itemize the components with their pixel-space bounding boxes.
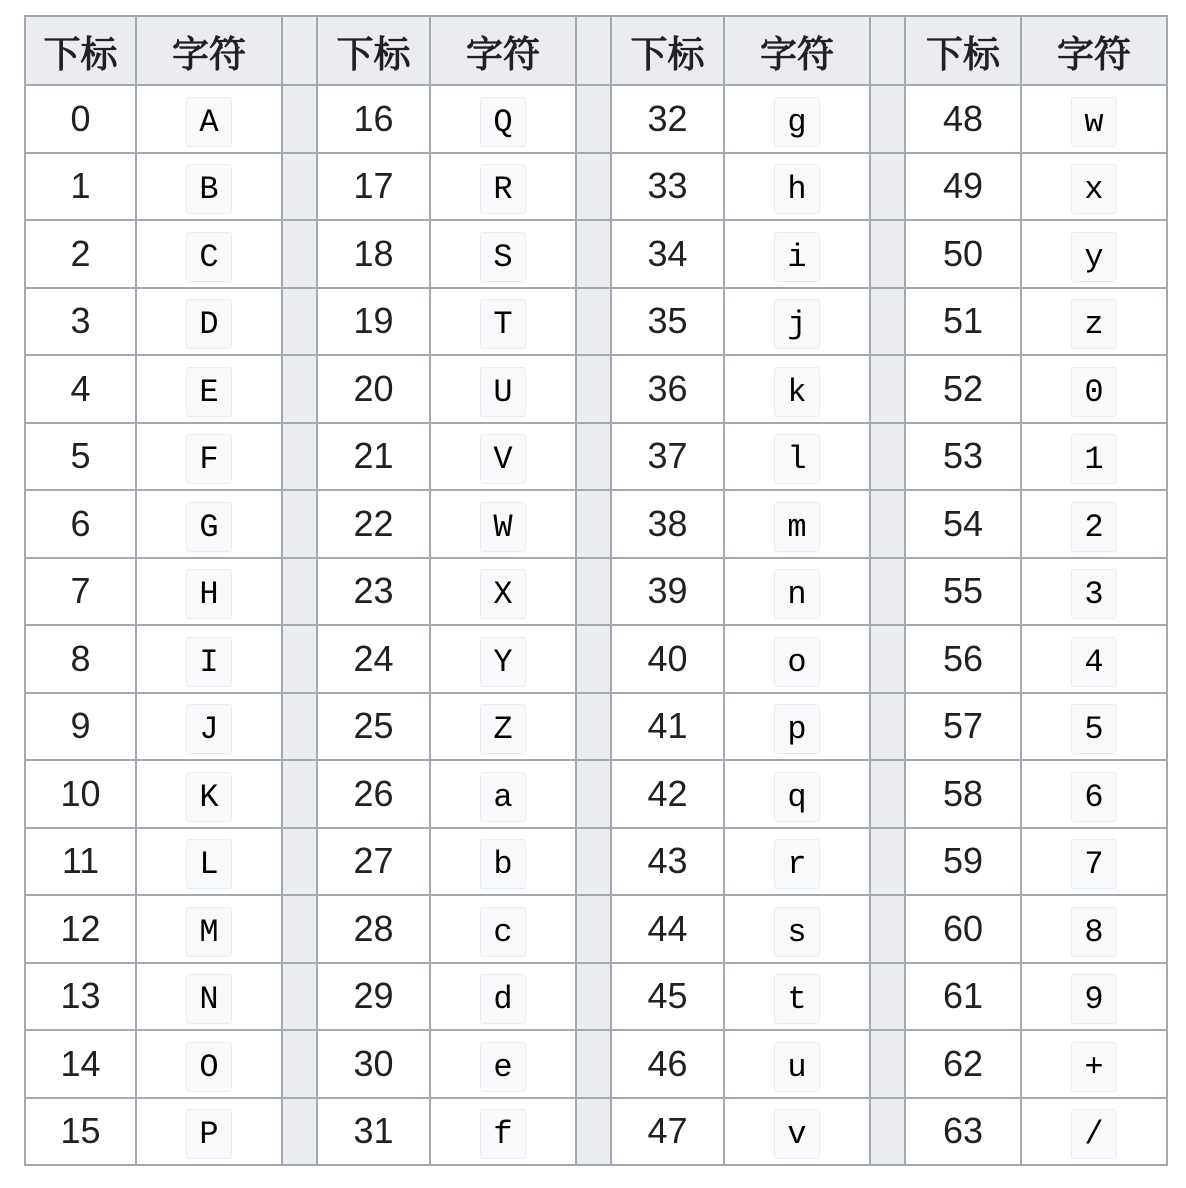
char-cell xyxy=(1021,963,1167,1031)
char-code: N xyxy=(186,974,232,1024)
column-separator xyxy=(870,1030,905,1098)
column-separator xyxy=(870,828,905,896)
char-code: 1 xyxy=(1071,434,1117,484)
char-code: p xyxy=(774,704,820,754)
char-code: K xyxy=(186,772,232,822)
index-cell: 33 xyxy=(611,153,724,221)
char-cell xyxy=(724,625,870,693)
index-cell: 58 xyxy=(905,760,1021,828)
table-row xyxy=(25,1098,1167,1166)
char-code: f xyxy=(480,1109,526,1159)
header-row xyxy=(25,16,1167,85)
column-separator xyxy=(870,85,905,153)
column-separator xyxy=(576,558,611,626)
char-cell xyxy=(724,1030,870,1098)
char-cell xyxy=(136,828,282,896)
index-cell: 23 xyxy=(317,558,430,626)
index-cell: 44 xyxy=(611,895,724,963)
index-cell: 42 xyxy=(611,760,724,828)
char-cell xyxy=(136,423,282,491)
char-cell xyxy=(724,490,870,558)
index-cell: 37 xyxy=(611,423,724,491)
column-separator xyxy=(576,355,611,423)
column-separator xyxy=(282,85,317,153)
column-separator xyxy=(576,1030,611,1098)
char-code: S xyxy=(480,232,526,282)
char-cell xyxy=(136,355,282,423)
table-row xyxy=(25,558,1167,626)
char-code: O xyxy=(186,1042,232,1092)
char-code: n xyxy=(774,569,820,619)
char-code: F xyxy=(186,434,232,484)
column-separator xyxy=(282,220,317,288)
table-row xyxy=(25,490,1167,558)
char-code: W xyxy=(480,502,526,552)
char-cell xyxy=(1021,1098,1167,1166)
char-cell xyxy=(136,1030,282,1098)
char-code: V xyxy=(480,434,526,484)
index-cell: 25 xyxy=(317,693,430,761)
index-cell: 48 xyxy=(905,85,1021,153)
char-cell xyxy=(1021,760,1167,828)
char-code: o xyxy=(774,637,820,687)
char-code: + xyxy=(1071,1042,1117,1092)
column-separator xyxy=(576,423,611,491)
char-cell xyxy=(724,423,870,491)
index-cell: 29 xyxy=(317,963,430,1031)
column-separator xyxy=(576,760,611,828)
index-cell: 9 xyxy=(25,693,136,761)
char-code: / xyxy=(1071,1109,1117,1159)
index-cell: 53 xyxy=(905,423,1021,491)
char-cell xyxy=(136,693,282,761)
table-row xyxy=(25,355,1167,423)
char-code: X xyxy=(480,569,526,619)
char-cell xyxy=(1021,153,1167,221)
char-code: j xyxy=(774,299,820,349)
char-code: U xyxy=(480,367,526,417)
index-cell: 17 xyxy=(317,153,430,221)
char-code: H xyxy=(186,569,232,619)
table-row xyxy=(25,963,1167,1031)
index-cell: 11 xyxy=(25,828,136,896)
table-header xyxy=(25,16,1167,85)
char-cell xyxy=(430,288,576,356)
char-cell xyxy=(724,85,870,153)
char-cell xyxy=(724,355,870,423)
index-cell: 19 xyxy=(317,288,430,356)
char-cell xyxy=(136,895,282,963)
column-separator xyxy=(282,490,317,558)
char-code: L xyxy=(186,839,232,889)
index-cell: 16 xyxy=(317,85,430,153)
char-code: b xyxy=(480,839,526,889)
char-code: Q xyxy=(480,97,526,147)
index-cell: 26 xyxy=(317,760,430,828)
char-cell xyxy=(136,558,282,626)
char-code: m xyxy=(774,502,820,552)
char-code: y xyxy=(1071,232,1117,282)
char-code: v xyxy=(774,1109,820,1159)
index-cell: 31 xyxy=(317,1098,430,1166)
column-separator xyxy=(282,963,317,1031)
index-cell: 35 xyxy=(611,288,724,356)
char-header: 字符 xyxy=(136,16,282,85)
char-code: R xyxy=(480,164,526,214)
char-cell xyxy=(724,558,870,626)
char-cell xyxy=(724,895,870,963)
column-separator xyxy=(282,1030,317,1098)
char-cell xyxy=(136,85,282,153)
char-code: a xyxy=(480,772,526,822)
column-separator xyxy=(870,153,905,221)
char-cell xyxy=(1021,220,1167,288)
char-cell xyxy=(430,153,576,221)
table-body xyxy=(25,85,1167,1165)
char-cell xyxy=(136,490,282,558)
char-cell xyxy=(136,153,282,221)
index-cell: 5 xyxy=(25,423,136,491)
index-cell: 59 xyxy=(905,828,1021,896)
char-code: c xyxy=(480,907,526,957)
column-separator xyxy=(282,423,317,491)
index-cell: 56 xyxy=(905,625,1021,693)
index-cell: 13 xyxy=(25,963,136,1031)
column-separator xyxy=(576,625,611,693)
column-separator xyxy=(576,220,611,288)
char-cell xyxy=(430,895,576,963)
index-header: 下标 xyxy=(25,16,136,85)
index-cell: 10 xyxy=(25,760,136,828)
column-separator xyxy=(576,963,611,1031)
table-row xyxy=(25,423,1167,491)
index-cell: 36 xyxy=(611,355,724,423)
index-cell: 12 xyxy=(25,895,136,963)
index-cell: 49 xyxy=(905,153,1021,221)
column-separator xyxy=(870,490,905,558)
table-row xyxy=(25,220,1167,288)
index-cell: 18 xyxy=(317,220,430,288)
char-cell xyxy=(430,963,576,1031)
index-cell: 1 xyxy=(25,153,136,221)
char-cell xyxy=(1021,355,1167,423)
char-code: 7 xyxy=(1071,839,1117,889)
char-cell xyxy=(136,288,282,356)
index-cell: 50 xyxy=(905,220,1021,288)
table-row xyxy=(25,895,1167,963)
table-row xyxy=(25,85,1167,153)
column-separator xyxy=(870,355,905,423)
char-cell xyxy=(430,490,576,558)
char-code: z xyxy=(1071,299,1117,349)
char-cell xyxy=(430,760,576,828)
column-separator xyxy=(282,16,317,85)
char-code: e xyxy=(480,1042,526,1092)
table-row xyxy=(25,153,1167,221)
char-cell xyxy=(430,693,576,761)
char-code: g xyxy=(774,97,820,147)
char-cell xyxy=(724,693,870,761)
index-cell: 41 xyxy=(611,693,724,761)
char-cell xyxy=(136,1098,282,1166)
char-code: 5 xyxy=(1071,704,1117,754)
index-cell: 14 xyxy=(25,1030,136,1098)
char-cell xyxy=(430,558,576,626)
column-separator xyxy=(282,558,317,626)
char-code: s xyxy=(774,907,820,957)
index-cell: 15 xyxy=(25,1098,136,1166)
char-code: 9 xyxy=(1071,974,1117,1024)
index-cell: 43 xyxy=(611,828,724,896)
char-cell xyxy=(1021,625,1167,693)
column-separator xyxy=(870,760,905,828)
index-cell: 34 xyxy=(611,220,724,288)
index-header: 下标 xyxy=(905,16,1021,85)
index-cell: 61 xyxy=(905,963,1021,1031)
column-separator xyxy=(576,895,611,963)
index-cell: 4 xyxy=(25,355,136,423)
char-code: Y xyxy=(480,637,526,687)
char-code: 4 xyxy=(1071,637,1117,687)
char-header: 字符 xyxy=(724,16,870,85)
char-code: I xyxy=(186,637,232,687)
column-separator xyxy=(870,963,905,1031)
column-separator xyxy=(282,1098,317,1166)
index-cell: 54 xyxy=(905,490,1021,558)
column-separator xyxy=(282,693,317,761)
index-cell: 20 xyxy=(317,355,430,423)
char-code: u xyxy=(774,1042,820,1092)
table-row xyxy=(25,625,1167,693)
char-cell xyxy=(430,220,576,288)
char-cell xyxy=(724,828,870,896)
table-row xyxy=(25,288,1167,356)
char-cell xyxy=(724,1098,870,1166)
column-separator xyxy=(870,625,905,693)
index-cell: 6 xyxy=(25,490,136,558)
index-cell: 0 xyxy=(25,85,136,153)
char-code: h xyxy=(774,164,820,214)
column-separator xyxy=(870,288,905,356)
column-separator xyxy=(870,895,905,963)
char-code: A xyxy=(186,97,232,147)
index-cell: 38 xyxy=(611,490,724,558)
index-cell: 55 xyxy=(905,558,1021,626)
index-header: 下标 xyxy=(611,16,724,85)
table-row xyxy=(25,693,1167,761)
index-cell: 45 xyxy=(611,963,724,1031)
char-code: 2 xyxy=(1071,502,1117,552)
column-separator xyxy=(870,220,905,288)
column-separator xyxy=(282,828,317,896)
column-separator xyxy=(282,760,317,828)
char-cell xyxy=(724,963,870,1031)
index-cell: 60 xyxy=(905,895,1021,963)
char-code: 6 xyxy=(1071,772,1117,822)
char-code: M xyxy=(186,907,232,957)
index-cell: 32 xyxy=(611,85,724,153)
char-code: 3 xyxy=(1071,569,1117,619)
index-cell: 52 xyxy=(905,355,1021,423)
index-cell: 30 xyxy=(317,1030,430,1098)
index-cell: 39 xyxy=(611,558,724,626)
column-separator xyxy=(576,85,611,153)
column-separator xyxy=(576,16,611,85)
char-code: P xyxy=(186,1109,232,1159)
index-cell: 47 xyxy=(611,1098,724,1166)
char-code: t xyxy=(774,974,820,1024)
char-code: k xyxy=(774,367,820,417)
index-cell: 51 xyxy=(905,288,1021,356)
char-code: E xyxy=(186,367,232,417)
char-code: 0 xyxy=(1071,367,1117,417)
char-cell xyxy=(430,355,576,423)
index-cell: 24 xyxy=(317,625,430,693)
char-code: w xyxy=(1071,97,1117,147)
index-cell: 27 xyxy=(317,828,430,896)
char-code: x xyxy=(1071,164,1117,214)
column-separator xyxy=(282,288,317,356)
char-cell xyxy=(136,963,282,1031)
column-separator xyxy=(576,153,611,221)
char-cell xyxy=(136,760,282,828)
char-cell xyxy=(1021,828,1167,896)
column-separator xyxy=(576,1098,611,1166)
char-code: q xyxy=(774,772,820,822)
char-code: T xyxy=(480,299,526,349)
char-cell xyxy=(724,153,870,221)
char-cell xyxy=(1021,693,1167,761)
char-cell xyxy=(1021,490,1167,558)
column-separator xyxy=(870,693,905,761)
char-cell xyxy=(430,1030,576,1098)
index-cell: 3 xyxy=(25,288,136,356)
column-separator xyxy=(282,625,317,693)
char-code: i xyxy=(774,232,820,282)
index-cell: 46 xyxy=(611,1030,724,1098)
column-separator xyxy=(870,1098,905,1166)
column-separator xyxy=(576,693,611,761)
table-row xyxy=(25,828,1167,896)
char-cell xyxy=(1021,288,1167,356)
char-code: 8 xyxy=(1071,907,1117,957)
index-cell: 2 xyxy=(25,220,136,288)
column-separator xyxy=(282,895,317,963)
char-header: 字符 xyxy=(1021,16,1167,85)
char-code: C xyxy=(186,232,232,282)
table-row xyxy=(25,760,1167,828)
char-header: 字符 xyxy=(430,16,576,85)
index-header: 下标 xyxy=(317,16,430,85)
char-code: J xyxy=(186,704,232,754)
char-cell xyxy=(136,625,282,693)
index-cell: 22 xyxy=(317,490,430,558)
column-separator xyxy=(870,558,905,626)
column-separator xyxy=(870,423,905,491)
index-cell: 57 xyxy=(905,693,1021,761)
char-cell xyxy=(430,1098,576,1166)
char-cell xyxy=(136,220,282,288)
index-cell: 28 xyxy=(317,895,430,963)
char-cell xyxy=(430,625,576,693)
char-cell xyxy=(1021,1030,1167,1098)
column-separator xyxy=(870,16,905,85)
char-code: B xyxy=(186,164,232,214)
char-code: r xyxy=(774,839,820,889)
char-cell xyxy=(430,85,576,153)
char-cell xyxy=(1021,558,1167,626)
index-cell: 63 xyxy=(905,1098,1021,1166)
index-cell: 21 xyxy=(317,423,430,491)
table-row xyxy=(25,1030,1167,1098)
char-code: G xyxy=(186,502,232,552)
base64-index-table xyxy=(24,15,1168,1166)
char-cell xyxy=(724,288,870,356)
char-code: d xyxy=(480,974,526,1024)
column-separator xyxy=(282,355,317,423)
char-code: Z xyxy=(480,704,526,754)
char-cell xyxy=(430,423,576,491)
column-separator xyxy=(576,490,611,558)
char-cell xyxy=(724,760,870,828)
char-cell xyxy=(1021,423,1167,491)
column-separator xyxy=(576,828,611,896)
char-cell xyxy=(1021,85,1167,153)
index-cell: 62 xyxy=(905,1030,1021,1098)
index-cell: 7 xyxy=(25,558,136,626)
column-separator xyxy=(282,153,317,221)
char-code: D xyxy=(186,299,232,349)
column-separator xyxy=(576,288,611,356)
index-cell: 40 xyxy=(611,625,724,693)
char-cell xyxy=(1021,895,1167,963)
char-code: l xyxy=(774,434,820,484)
char-cell xyxy=(430,828,576,896)
index-cell: 8 xyxy=(25,625,136,693)
char-cell xyxy=(724,220,870,288)
